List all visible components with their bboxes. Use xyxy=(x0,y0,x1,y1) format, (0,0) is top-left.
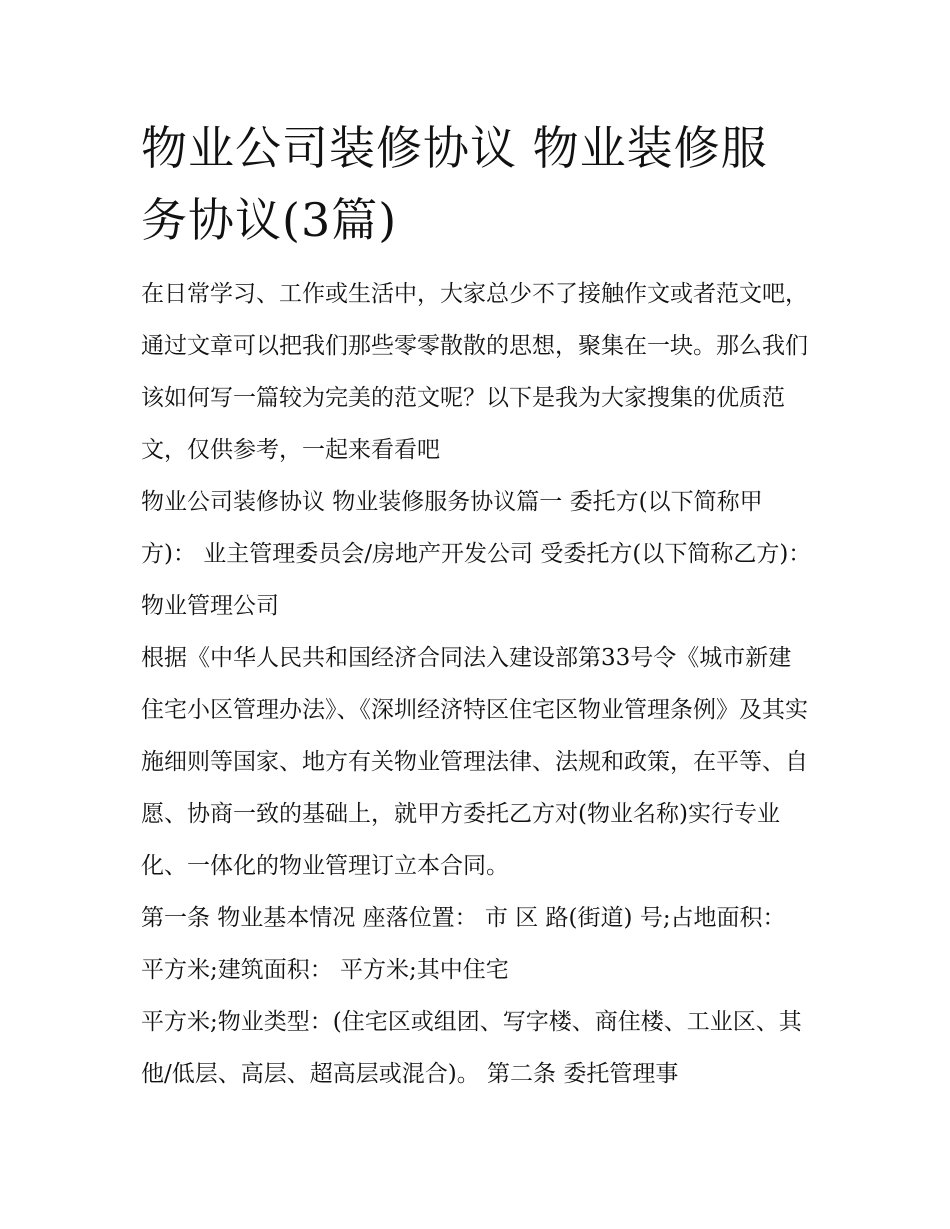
document-body xyxy=(141,112,819,1100)
document-title: 物业公司装修协议 物业装修服务协议(3篇) xyxy=(141,121,768,247)
article-one-paragraph: 第一条 物业基本情况 座落位置： 市 区 路(街道) 号;占地面积： 平方米;建筑面积： 平方米;其中住宅 xyxy=(141,905,793,983)
legal-basis-paragraph: 根据《中华人民共和国经济合同法入建设部第33号令《城市新建住宅小区管理办法》、《深圳经济特区住宅区物业管理条例》及其实施细则等国家、地方有关物业管理法律、法规和政策，在平等、自愿、协商一致的基础上，就甲方委托乙方对(物业名称)实行专业化、一体化的物业管理订立本合同。 xyxy=(141,645,808,879)
property-type-paragraph: 平方米;物业类型：(住宅区或组团、写字楼、商住楼、工业区、其他/低层、高层、超高层或混合)。 第二条 委托管理事 xyxy=(141,1009,802,1087)
intro-paragraph: 在日常学习、工作或生活中，大家总少不了接触作文或者范文吧，通过文章可以把我们那些零零散散的思想，聚集在一块。那么我们该如何写一篇较为完美的范文呢？以下是我为大家搜集的优质范文，仅供参考，一起来看看吧 xyxy=(141,281,808,463)
parties-paragraph: 物业公司装修协议 物业装修服务协议篇一 委托方(以下简称甲方)： 业主管理委员会/房地产开发公司 受委托方(以下简称乙方)： 物业管理公司 xyxy=(141,489,819,619)
